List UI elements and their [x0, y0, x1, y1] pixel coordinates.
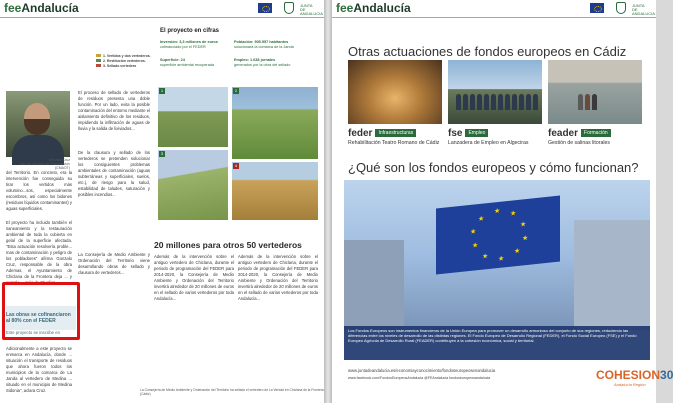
junta-emblem-icon — [284, 2, 294, 14]
figures-legend — [96, 54, 151, 69]
landfill-photo-1: 1 — [158, 87, 228, 147]
bottom-caption: La Consejería de Medio Ambiente y Ordenación del Territorio ha sellado el vertedero de La Verdad en Chiclana de la Frontera (Cádiz) — [140, 388, 324, 396]
legend-item: 3. Sellado vertedero — [96, 64, 151, 69]
portrait-caption: Gonzalo Cruz Jefe de Servicio de Planificación (CMAOT) — [19, 158, 70, 170]
roman-theatre-photo — [348, 60, 442, 124]
col2-text-b: De la clausura y sellado de los vertederos se pretenden solucionar los consiguientes problemas ambientales de contaminación (aguas subterráneas y superficiales, suelos, etc.), de riesgo para la salud, estabilidad de taludes, saturación y posibles incendios... — [78, 150, 150, 197]
right-page — [332, 0, 673, 403]
col4-text: Además de la intervención sobre el antiguo vertedero de Chiclana, durante el periodo de programación del FEDER para 2014-2020, la Consejería de Medio Ambiente y Ordenación del Territorio invertirá alrededor de 20 millones de euros en el sellado de varios vertederos por toda Andalucía... — [238, 254, 318, 301]
salt-marsh-photo — [548, 60, 642, 124]
figure-population: Población: 905.557 habitantes solucionará la comarca de la Janda — [234, 40, 294, 49]
landfill-photo-4: 4 — [232, 162, 318, 220]
figure-investment: Inversión: 3,3 millones de euros cofinanciado por el FEDER — [160, 40, 218, 49]
portrait-photo — [6, 91, 70, 157]
figure-surface: Superficie: 24 superficie ambiental recuperada — [160, 58, 215, 67]
bottom-text: Adicionalmente a este proyecto se enmarca en Andalucía, donde ... situación el transporte de residuos que ahora fueron todos los municipios de la comarca de La Janda al vertedero de Medina ... situado en el municipio de Medina Sidonia", aclara Cruz. — [6, 346, 72, 393]
fund-tag-fse: fse Empleo — [448, 128, 488, 139]
employment-shuttle-photo — [448, 60, 542, 124]
fund-tag-feader: feader Formación — [548, 128, 611, 139]
intro-text: del Territorio. En concreto, era la intervención fue conseguida su tirar los vertidos más volumino...sos, especialmente escombros, así como los bidones (residuos líquidos contaminantes) y aguas superficiales. — [6, 170, 72, 211]
col2-text-c: La Consejería de Medio Ambiente y Ordenación del Territorio viene desarrollando obras de sellado y clausura de vertederos... — [78, 252, 150, 275]
intro-text-2: El proyecto ha incluido también el saneamiento y la restauración ambiental de toda la cubierta en gelal de la superficie afectada. "Esta actuación resolvería proble... mas de contaminación y peligro de los pobladores" afirma Gonzalo Cruz, responsable de la obra Ademas, el Ayuntamiento de Chiclana de la Frontera deja ... y cumple ... más de 30 años. — [6, 220, 72, 285]
fee-andalucia-logo: feeAndalucía — [4, 1, 79, 15]
legend-item: 2. Restitución vertederos. — [96, 59, 151, 64]
left-page — [0, 0, 324, 403]
landfill-photo-3: 3 — [158, 150, 228, 220]
col2-text-a: El proceso de sellado de vertederos de residuos presenta una doble función. Por un lado, evita la posible contaminación del entorno mediante el aislamiento definitivo de los residuos, impidiendo la infiltración de aguas de lluvia y la salida de lixiviados... — [78, 90, 150, 131]
landfill-photo-2: 2 — [232, 87, 318, 159]
left-header — [0, 0, 324, 18]
junta-emblem-icon — [616, 2, 626, 14]
eu-funds-explanation: Los Fondos Europeos son instrumentos financieros de la Unión Europea para promover un desarrollo armonioso del conjunto de sus regiones, reduciendo las diferencias entre los niveles de desarrollo de las distintas regiones. El Fondo Europeo de Desarrollo Regional (FEDER), el Fondo Social Europeo (FSE) y el Fondo Europeo Agrícola de Desarrollo Rural (FEADER) contribuyen a la cohesión económica, social y territorial. — [344, 326, 650, 360]
eu-flag-photo — [344, 180, 650, 330]
eu-flag-icon — [590, 3, 604, 13]
figures-title: El proyecto en cifras — [160, 28, 220, 34]
legend-item: 1. Vertidos y dos vertederos. — [96, 54, 151, 59]
eu-flag-icon — [258, 3, 272, 13]
caption-fse: Lanzadera de Empleo en Algeciras — [448, 140, 529, 146]
pull-quote-title: Las obras se cofinanciaron al 80% con el FEDER — [6, 312, 71, 324]
cohesion30-tagline: Andalucía Región — [614, 382, 646, 387]
eu-flag-image: ★ ★ ★ ★ ★ ★ ★ ★ ★ ★ — [436, 195, 560, 274]
figure-employment: Empleo: 1.638 jornales generados por la obra del sellado — [234, 58, 291, 67]
junta-label: JUNTA DE ANDALUCIA — [300, 3, 323, 16]
col3-text: Además de la intervención sobre el antiguo vertedero de Chiclana, durante el periodo de programación del FEDER para 2014-2020, la Consejería de Medio Ambiente y Ordenación del Territorio invertirá alrededor de 20 millones de euros en el sellado de varios vertederos por toda Andalucía... — [154, 254, 234, 301]
caption-feader: Gestión de salinas litorales — [548, 140, 610, 146]
caption-feder: Rehabilitación Teatro Romano de Cádiz — [348, 140, 440, 146]
fund-tag-feder: feder Infraestructuras — [348, 128, 416, 139]
social-links: www.facebook.com/FondosEuropeosAndalucia @FEAndalucia fondoseuropeosandalucia — [348, 376, 491, 380]
spread-gutter — [324, 0, 332, 403]
pull-quote-sub: Este proyecto se inscribe en — [6, 330, 60, 335]
website-url: www.juntadeandalucia.es/economiayconocimiento/fondoseuropeosenandalucia — [348, 368, 496, 373]
section-heading: 20 millones para otros 50 vertederos — [154, 240, 302, 250]
right-header — [332, 0, 656, 18]
fee-andalucia-logo: feeAndalucía — [336, 1, 411, 15]
junta-label: JUNTA DE ANDALUCIA — [632, 3, 655, 16]
cohesion30-logo: COHESION30 — [596, 368, 673, 382]
project-figures-box — [146, 24, 316, 82]
red-highlight-box — [2, 282, 80, 340]
eu-funds-question-title: ¿Qué son los fondos europeos y cómo funcionan? — [348, 160, 639, 175]
other-actions-title: Otras actuaciones de fondos europeos en Cádiz — [348, 44, 627, 59]
